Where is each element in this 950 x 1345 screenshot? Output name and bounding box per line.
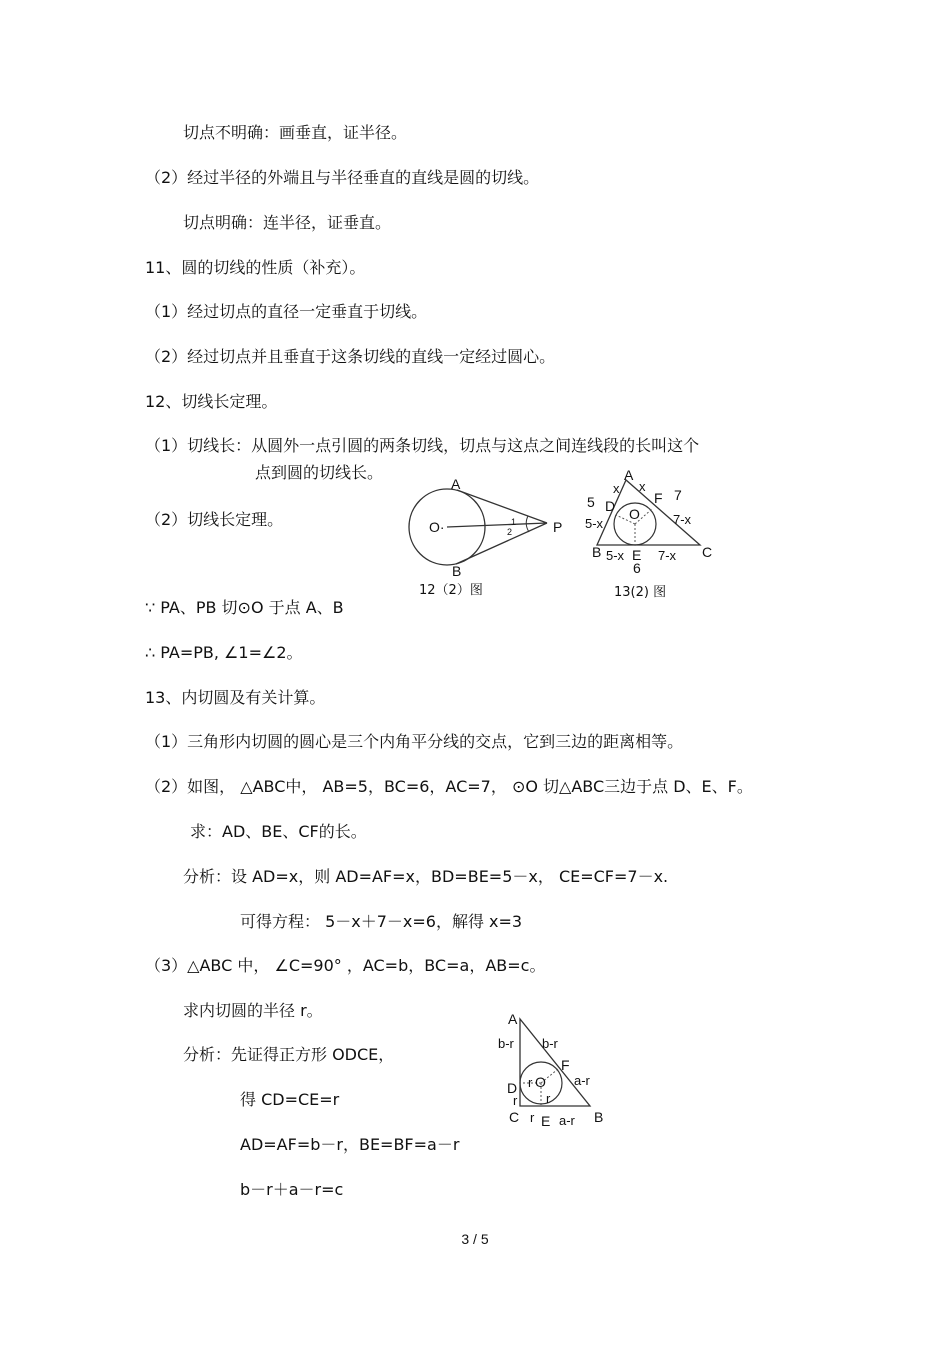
label-angle-1: 1: [511, 517, 517, 527]
label-b: B: [452, 563, 462, 579]
text-line: （2）经过半径的外端且与半径垂直的直线是圆的切线。: [145, 168, 540, 187]
label-b: B: [594, 1109, 604, 1125]
label-d: D: [507, 1080, 518, 1096]
text-line: （1）切线长：从圆外一点引圆的两条切线，切点与这点之间连线段的长叫这个: [145, 436, 700, 455]
tangent-length-figure: [400, 470, 585, 605]
section-heading: 11、圆的切线的性质（补充）。: [145, 258, 366, 277]
label-p: P: [553, 519, 563, 535]
label-c: C: [702, 544, 713, 560]
text-line: （2）经过切点并且垂直于这条切线的直线一定经过圆心。: [145, 347, 556, 366]
label-ce: r: [530, 1110, 535, 1125]
label-oe: r: [546, 1091, 551, 1106]
text-line: 分析：设 AD=x，则 AD=AF=x，BD=BE=5－x， CE=CF=7－x.: [183, 867, 669, 886]
segment-op: [447, 523, 547, 527]
label-angle-2: 2: [507, 527, 513, 537]
text-line: 求内切圆的半径 r。: [183, 1001, 323, 1020]
tangent-pa: [457, 490, 547, 523]
label-ad: x: [613, 481, 620, 496]
triangle-acb: [520, 1019, 590, 1106]
text-line: 求：AD、BE、CF的长。: [190, 822, 367, 841]
text-line: （3）△ABC 中， ∠C=90° ，AC=b，BC=a，AB=c。: [145, 956, 546, 975]
label-ac: 7: [674, 487, 682, 503]
label-be: a-r: [559, 1113, 575, 1128]
label-bd: 5-x: [585, 516, 604, 531]
text-line: ∴ PA=PB, ∠1=∠2。: [145, 643, 303, 662]
text-line: 得 CD=CE=r: [240, 1090, 340, 1109]
page-number: 3 / 5: [461, 1231, 489, 1247]
label-a: A: [451, 476, 461, 492]
label-bc: 6: [633, 560, 641, 576]
label-bf: a-r: [574, 1073, 590, 1088]
label-af: b-r: [542, 1036, 558, 1051]
text-line: 切点明确：连半径，证垂直。: [183, 213, 392, 232]
label-e: E: [541, 1113, 551, 1129]
text-line: 切点不明确：画垂直，证半径。: [183, 123, 408, 142]
label-f: F: [654, 490, 663, 506]
label-be: 5-x: [606, 548, 625, 563]
text-line: 可得方程： 5－x＋7－x=6，解得 x=3: [240, 912, 523, 931]
label-o: O·: [429, 519, 445, 535]
text-line: 分析：先证得正方形 ODCE，: [183, 1045, 395, 1064]
label-ad: b-r: [498, 1036, 514, 1051]
label-d: D: [605, 498, 616, 514]
text-line: 点到圆的切线长。: [255, 463, 384, 482]
text-line: （1）经过切点的直径一定垂直于切线。: [145, 302, 428, 321]
tangent-pb: [456, 523, 547, 564]
section-heading: 13、内切圆及有关计算。: [145, 688, 326, 707]
label-c: C: [509, 1109, 520, 1125]
section-heading: 12、切线长定理。: [145, 392, 278, 411]
figure-caption: 12（2）图: [419, 583, 483, 598]
label-b: B: [592, 544, 602, 560]
label-od: r: [528, 1075, 533, 1090]
label-e: E: [632, 547, 642, 563]
text-line: ∵ PA、PB 切⊙O 于点 A、B: [145, 598, 344, 617]
label-cd: r: [513, 1093, 518, 1108]
figure-caption: 13(2) 图: [614, 585, 667, 600]
text-line: （2）如图， △ABC中， AB=5，BC=6，AC=7， ⊙O 切△ABC三边于点 D、E、F。: [145, 777, 753, 796]
label-f: F: [561, 1057, 570, 1073]
text-line: b－r＋a－r=c: [240, 1180, 344, 1199]
text-line: （2）切线长定理。: [145, 510, 284, 529]
right-triangle-incircle-figure: [490, 1005, 615, 1130]
label-o: O: [535, 1074, 546, 1090]
label-af: x: [639, 479, 646, 494]
text-line: AD=AF=b－r，BE=BF=a－r: [240, 1135, 460, 1154]
label-cf: 7-x: [673, 512, 692, 527]
text-line: （1）三角形内切圆的圆心是三个内角平分线的交点，它到三边的距离相等。: [145, 732, 684, 751]
label-o: O: [629, 506, 640, 522]
label-a: A: [624, 467, 634, 483]
incircle-figure: [580, 465, 730, 605]
label-ce: 7-x: [658, 548, 677, 563]
label-ab: 5: [587, 494, 595, 510]
label-a: A: [508, 1011, 518, 1027]
